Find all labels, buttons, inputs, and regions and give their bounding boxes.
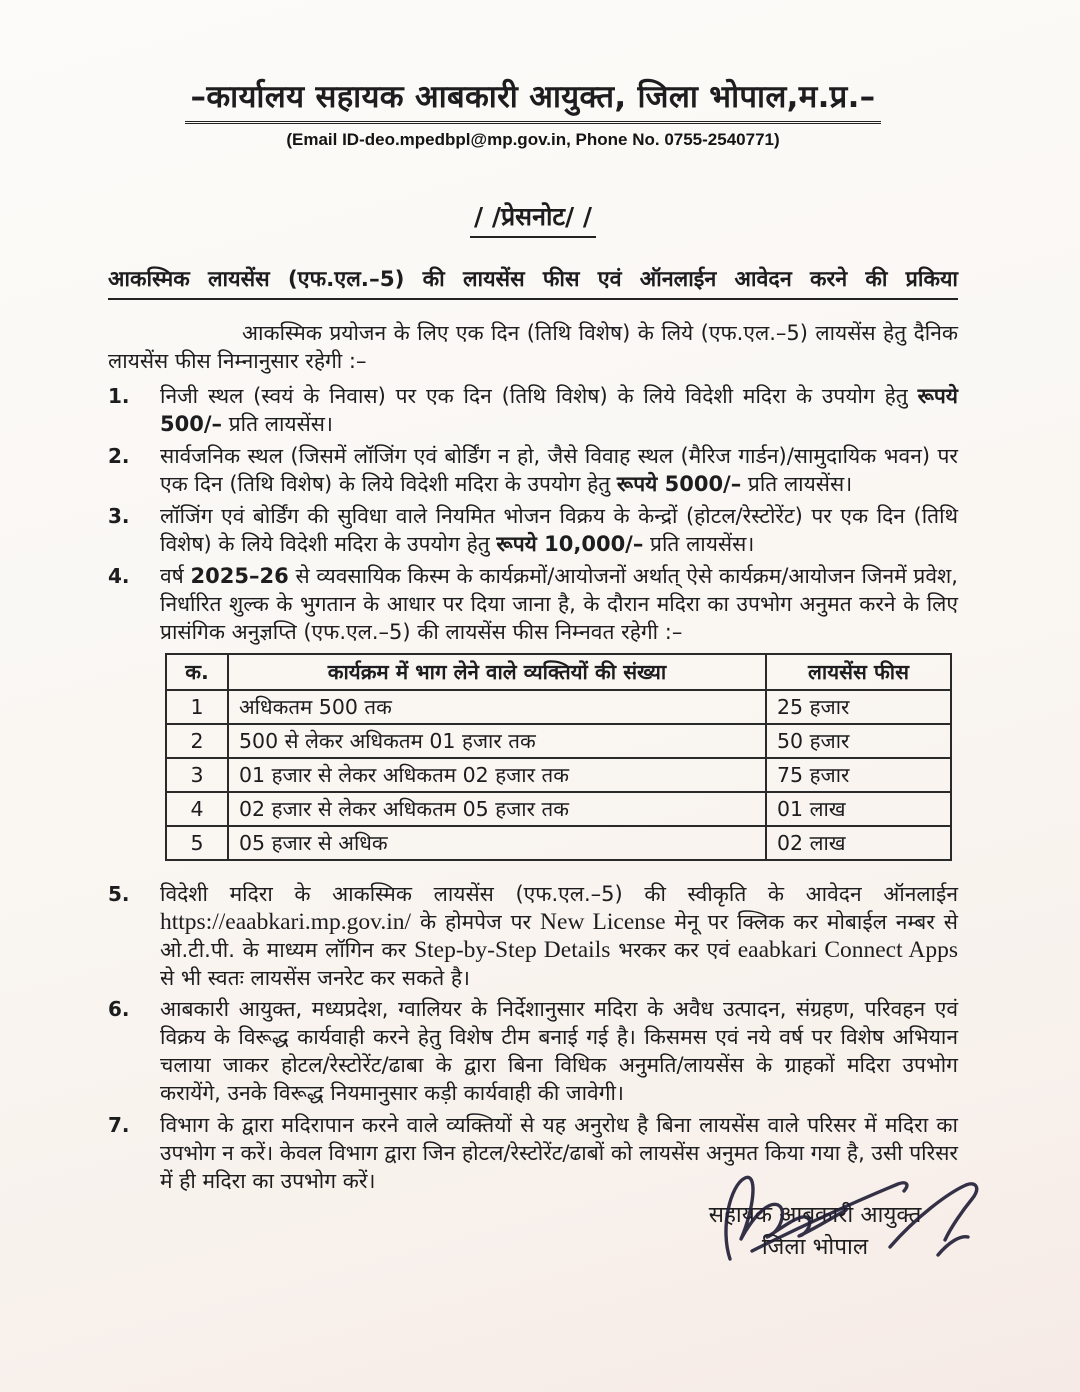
license-fee-table — [165, 653, 952, 861]
item-number: 7. — [108, 1113, 130, 1138]
office-title: –कार्यालय सहायक आबकारी आयुक्त, जिला भोपाल,म.प्र.– — [185, 80, 882, 124]
table-cell: 01 लाख — [766, 792, 951, 826]
table-row — [166, 792, 951, 826]
list-item — [108, 996, 958, 1108]
contact-line: (Email ID-deo.mpedbpl@mp.gov.in, Phone No. 0755-2540771) — [286, 129, 780, 149]
signature-block — [660, 1200, 970, 1263]
item-number: 5. — [108, 881, 130, 906]
item-number: 2. — [108, 444, 130, 469]
item-text: विदेशी मदिरा के आकस्मिक लायसेंस (एफ.एल.–5) की स्वीकृति के आवेदन ऑनलाईन https://eaabkari.mp.gov.in/ के होमपेज पर New License मेनू पर क्लिक कर मोबाईल नम्बर से ओ.टी.पी. के माध्यम लॉगिन कर Step-by-Step Details भरकर कर एवं eaabkari Connect Apps से भी स्वतः लायसेंस जनरेट कर सकते है। — [160, 881, 958, 990]
pressnote-title: / /प्रेसनोट/ / — [470, 199, 596, 238]
table-cell: 1 — [166, 690, 228, 724]
table-cell: 05 हजार से अधिक — [228, 826, 766, 860]
table-cell: 3 — [166, 758, 228, 792]
table-cell: 50 हजार — [766, 724, 951, 758]
item-number: 4. — [108, 564, 130, 589]
item-number: 6. — [108, 997, 130, 1022]
numbered-items-1-4 — [108, 383, 958, 646]
item-number: 3. — [108, 504, 130, 529]
table-cell: 02 हजार से लेकर अधिकतम 05 हजार तक — [228, 792, 766, 826]
table-header-row — [166, 654, 951, 690]
table-row — [166, 826, 951, 860]
table-cell: अधिकतम 500 तक — [228, 690, 766, 724]
item-text: आबकारी आयुक्त, मध्यप्रदेश, ग्वालियर के निर्देशानुसार मदिरा के अवैध उत्पादन, संग्रहण, परिवहन एवं विक्रय के विरूद्ध कार्यवाही करने हेतु विशेष टीम बनाई गई है। किसमस एवं नये वर्ष पर विशेष अभियान चलाया जाकर होटल/रेस्टोरेंट/ढाबा के द्वारा बिना विधिक अनुमति/लायसेंस के ग्राहकों मदिरा उपभोग करायेंगे, उनके विरूद्ध नियमानुसार कड़ी कार्यवाही की जावेगी। — [160, 997, 958, 1106]
item-text: लॉजिंग एवं बोर्डिंग की सुविधा वाले नियमित भोजन विक्रय के केन्द्रों (होटल/रेस्टोरेंट) पर एक दिन (तिथि विशेष) के लिये विदेशी मदिरा के उपयोग हेतु रूपये 10,000/– प्रति लायसेंस। — [160, 504, 958, 557]
table-header-sno: क. — [166, 654, 228, 690]
table-cell: 02 लाख — [766, 826, 951, 860]
item-number: 1. — [108, 384, 130, 409]
list-item — [108, 503, 958, 559]
table-cell: 4 — [166, 792, 228, 826]
item-text: वर्ष 2025–26 से व्यवसायिक किस्म के कार्यक्रमों/आयोजनों अर्थात् ऐसे कार्यक्रम/आयोजन जिनमें प्रवेश, निर्धारित शुल्क के भुगतान के आधार पर दिया जाना है, के दौरान मदिरा का उपभोग अनुमत करने के लिए प्रासंगिक अनुज्ञप्ति (एफ.एल.–5) की लायसेंस फीस निम्नवत रहेगी :– — [160, 564, 958, 644]
numbered-items-5-7 — [108, 881, 958, 1196]
item-text: सार्वजनिक स्थल (जिसमें लॉजिंग एवं बोर्डिंग न हो, जैसे विवाह स्थल (मैरिज गार्डन)/सामुदायिक भवन) पर एक दिन (तिथि विशेष) के लिये विदेशी मदिरा के उपयोग हेतु रूपये 5000/– प्रति लायसेंस। — [160, 444, 958, 497]
list-item — [108, 443, 958, 499]
table-cell: 75 हजार — [766, 758, 951, 792]
list-item — [108, 563, 958, 647]
table-cell: 01 हजार से लेकर अधिकतम 02 हजार तक — [228, 758, 766, 792]
item-text: निजी स्थल (स्वयं के निवास) पर एक दिन (तिथि विशेष) के लिये विदेशी मदिरा के उपयोग हेतु रूपये 500/– प्रति लायसेंस। — [160, 384, 958, 437]
list-item — [108, 1112, 958, 1196]
table-header-participants: कार्यक्रम में भाग लेने वाले व्यक्तियों की संख्या — [228, 654, 766, 690]
signatory-designation: सहायक आबकारी आयुक्त — [708, 1202, 922, 1228]
table-cell: 500 से लेकर अधिकतम 01 हजार तक — [228, 724, 766, 758]
item-text: विभाग के द्वारा मदिरापान करने वाले व्यक्तियों से यह अनुरोध है बिना लायसेंस वाले परिसर में मदिरा का उपभोग न करें। केवल विभाग द्वारा जिन होटल/रेस्टोरेंट/ढाबों को लायसेंस अनुमत किया गया है, उसी परिसर में ही मदिरा का उपभोग करें। — [160, 1113, 958, 1193]
list-item — [108, 881, 958, 993]
list-item — [108, 383, 958, 439]
table-row — [166, 758, 951, 792]
table-cell: 5 — [166, 826, 228, 860]
table-row — [166, 690, 951, 724]
signatory-district: जिला भोपाल — [761, 1233, 869, 1260]
document-header — [108, 80, 958, 238]
table-cell: 25 हजार — [766, 690, 951, 724]
intro-paragraph: आकस्मिक प्रयोजन के लिए एक दिन (तिथि विशेष) के लिये (एफ.एल.–5) लायसेंस हेतु दैनिक लायसेंस फीस निम्नानुसार रहेगी :– — [108, 320, 958, 373]
table-row — [166, 724, 951, 758]
table-header-fee: लायसेंस फीस — [766, 654, 951, 690]
subject-line: आकस्मिक लायसेंस (एफ.एल.–5) की लायसेंस फीस एवं ऑनलाईन आवेदन करने की प्रकिया — [108, 264, 958, 300]
table-cell: 2 — [166, 724, 228, 758]
